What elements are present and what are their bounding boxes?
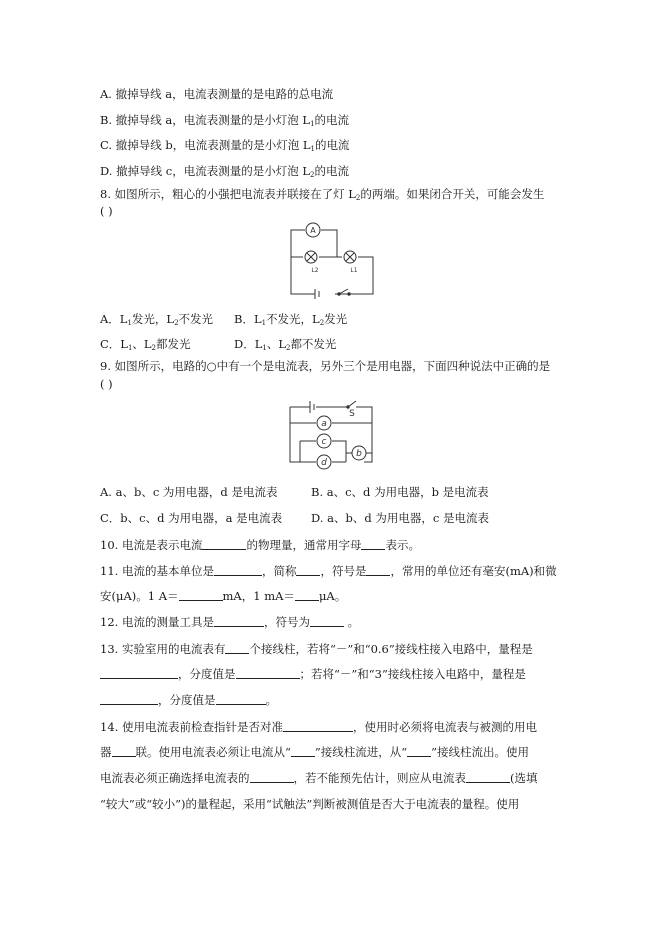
- meter-d-label: d: [321, 458, 327, 468]
- meter-c-label: c: [321, 437, 327, 447]
- blank: [100, 667, 178, 679]
- q9-stem: 9. 如图所示，电路的○中有一个是电流表，另外三个是用电器，下面四种说法中正确的是: [100, 359, 551, 373]
- q9-option-b: B. a、c、d 为用电器，b 是电流表: [311, 485, 489, 499]
- blank: [225, 642, 249, 654]
- q13-line2: ，分度值是 ；若将“－”和“3”接线柱接入电路中，量程是: [100, 666, 526, 682]
- q8-option-b: B．$L_1$不发光，$L_2$发光: [234, 312, 348, 327]
- blank: [296, 564, 320, 576]
- q7-option-c: C. 撤掉导线 b，电流表测量的是小灯泡 $L_1$的电流: [100, 138, 350, 153]
- blank: [250, 771, 294, 783]
- blank: [214, 564, 262, 576]
- q14-line4: “较大”或“较小”)的量程起，采用“试触法”判断被测值是否大于电流表的量程。使用: [100, 797, 520, 811]
- q9-circuit-diagram: [286, 398, 376, 474]
- q7-option-b: B. 撤掉导线 a，电流表测量的是小灯泡 $L_1$的电流: [100, 113, 350, 128]
- q11-line1: 11. 电流的基本单位是 ，简称 ，符号是 ，常用的单位还有毫安(mA)和微: [100, 564, 557, 578]
- q8-option-c: C．$L_1$、$L_2$都发光: [100, 337, 191, 352]
- blank: [466, 771, 510, 783]
- blank: [216, 693, 266, 705]
- switch-label: S: [349, 409, 355, 419]
- q11-line2: 安(μA)。1 A＝ mA，1 mA＝ μA。: [100, 589, 347, 603]
- lamp-label-l2: L2: [311, 267, 319, 274]
- blank: [310, 615, 344, 627]
- blank: [100, 693, 158, 705]
- blank: [407, 745, 431, 757]
- blank: [361, 538, 385, 550]
- q12-text: 12. 电流的测量工具是 ，符号为 。: [100, 615, 360, 629]
- q8-option-a: A．$L_1$发光，$L_2$不发光: [100, 312, 214, 327]
- ammeter-label: A: [310, 226, 316, 235]
- q14-line1: 14. 使用电流表前检查指针是否对准 ，使用时必须将电流表与被测的用电: [100, 720, 537, 734]
- blank: [214, 615, 264, 627]
- q9-bracket: ( ): [100, 377, 113, 391]
- blank: [236, 667, 300, 679]
- q8-bracket: ( ): [100, 204, 113, 218]
- blank: [366, 564, 390, 576]
- meter-b-label: b: [356, 449, 362, 459]
- q8-option-d: D．$L_1$、$L_2$都不发光: [234, 337, 337, 352]
- blank: [283, 720, 353, 732]
- q7-option-a: A. 撤掉导线 a，电流表测量的是电路的总电流: [100, 87, 334, 101]
- blank: [291, 745, 315, 757]
- q9-option-a: A. a、b、c 为用电器，d 是电流表: [100, 485, 278, 499]
- blank: [179, 589, 223, 601]
- q10-text: 10. 电流是表示电流 的物理量，通常用字母 表示。: [100, 538, 420, 552]
- q7-option-d: D. 撤掉导线 c，电流表测量的是小灯泡 $L_2$的电流: [100, 164, 349, 179]
- q9-option-d: D. a、b、d 为用电器，c 是电流表: [311, 511, 489, 525]
- q9-option-c: C．b、c、d 为用电器，a 是电流表: [100, 511, 283, 525]
- blank: [112, 745, 136, 757]
- meter-a-label: a: [321, 419, 327, 429]
- q8-circuit-diagram: [285, 220, 380, 302]
- q14-line3: 电流表必须正确选择电流表的 ，若不能预先估计，则应从电流表 (选填: [100, 771, 538, 785]
- q13-line1: 13. 实验室用的电流表有 个接线柱，若将“－”和“0.6”接线柱接入电路中，量程是: [100, 642, 533, 656]
- q8-stem: 8. 如图所示，粗心的小强把电流表并联接在了灯 $L_2$的两端。如果闭合开关，可能会发生: [100, 187, 545, 202]
- blank: [202, 538, 246, 550]
- q14-line2: 器 联。使用电流表必须让电流从“ ”接线柱流进，从“ ”接线柱流出。使用: [100, 745, 530, 759]
- lamp-label-l1: L1: [350, 267, 358, 274]
- blank: [295, 589, 319, 601]
- q13-line3: ，分度值是 。: [100, 692, 277, 708]
